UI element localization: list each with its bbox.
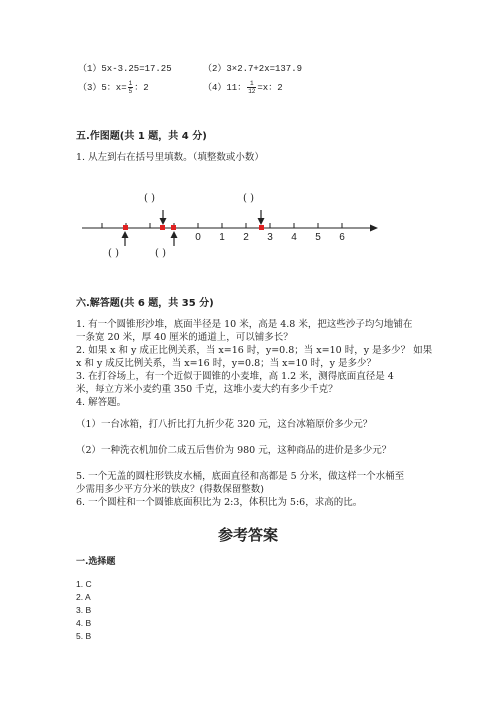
tick-marks xyxy=(102,223,342,228)
problem-5-line-1: 5. 一个无盖的圆柱形铁皮水桶，底面直径和高都是 5 分米，做这样一个水桶至 xyxy=(76,471,405,482)
equation-4-suffix: =x：2 xyxy=(257,83,283,93)
red-point-marker xyxy=(259,225,264,230)
equation-1: （1）5x-3.25=17.25 xyxy=(78,64,172,74)
answer-section-1-title: 一.选择题 xyxy=(76,557,116,567)
fraction-numerator: 1 xyxy=(247,80,256,88)
equation-4 xyxy=(203,80,283,95)
tick-label: 2 xyxy=(243,232,249,243)
tick-label: 0 xyxy=(195,232,201,243)
problem-4-part-1: （1）一台冰箱，打八折比打九折少花 320 元，这台冰箱原价多少元？ xyxy=(76,419,373,430)
equation-3-suffix: ：2 xyxy=(134,83,149,93)
problem-4-part-2: （2）一种洗衣机加价二成五后售价为 980 元，这种商品的进价是多少元？ xyxy=(76,445,392,456)
down-arrow-head-icon xyxy=(258,218,265,225)
problem-5-line-2: 少需用多少平方分米的铁皮？(得数保留整数) xyxy=(76,484,264,495)
up-arrow-head-icon xyxy=(122,231,129,238)
down-arrow-head-icon xyxy=(160,218,167,225)
up-arrow-head-icon xyxy=(171,231,178,238)
red-point-marker xyxy=(171,225,176,230)
fraction-numerator: 1 xyxy=(128,80,133,88)
equation-4-prefix: （4）11： xyxy=(203,83,247,93)
problem-1-line-1: 1. 有一个圆锥形沙堆，底面半径是 10 米，高是 4.8 米，把这些沙子均匀地铺在 xyxy=(76,319,413,330)
fraction xyxy=(247,80,256,95)
problem-3-line-2: 米，每立方米小麦约重 350 千克，这堆小麦大约有多少千克？ xyxy=(76,384,338,395)
problem-1-line-2: 一条宽 20 米，厚 40 厘米的通道上，可以铺多长？ xyxy=(76,332,293,343)
problem-4: 4. 解答题。 xyxy=(76,397,127,408)
answer-blank-top-1[interactable]: ( ) xyxy=(144,193,155,204)
number-line-figure xyxy=(80,185,380,265)
problem-6: 6. 一个圆柱和一个圆锥底面积比为 2:3，体积比为 5:6，求高的比。 xyxy=(76,497,363,508)
equation-3-prefix: （3）5：x= xyxy=(78,83,127,93)
answer-key-title: 参考答案 xyxy=(218,526,279,544)
problem-2-line-1: 2. 如果 x 和 y 成正比例关系，当 x=16 时，y=0.8；当 x=10 时，y 是多少？ 如果 xyxy=(76,345,433,356)
answer-blank-top-2[interactable]: ( ) xyxy=(243,193,254,204)
problem-2-line-2: x 和 y 成反比例关系，当 x=16 时，y=0.8；当 x=10 时，y 是多少？ xyxy=(76,358,376,369)
section-5-title: 五.作图题(共 1 题，共 4 分) xyxy=(76,131,207,142)
tick-label: 6 xyxy=(339,232,345,243)
answer-item: 4. B xyxy=(76,618,92,628)
answer-blank-bottom-2[interactable]: ( ) xyxy=(155,248,166,259)
fraction-denominator: 12 xyxy=(248,88,256,96)
equation-2: （2）3×2.7+2x=137.9 xyxy=(203,64,303,74)
tick-label: 3 xyxy=(267,232,273,243)
answer-item: 2. A xyxy=(76,592,91,602)
axis-arrow-icon xyxy=(370,225,378,232)
red-point-marker xyxy=(160,225,165,230)
tick-label: 4 xyxy=(291,232,297,243)
fraction-denominator: 5 xyxy=(128,88,133,96)
equation-3 xyxy=(78,80,149,95)
tick-label: 5 xyxy=(315,232,321,243)
answer-item: 5. B xyxy=(76,631,92,641)
section-5-question-1: 1. 从左到右在括号里填数。（填整数或小数） xyxy=(76,152,264,163)
fraction xyxy=(128,80,134,95)
number-line-svg xyxy=(80,185,380,265)
problem-3-line-1: 3. 在打谷场上，有一个近似于圆锥的小麦堆，高 1.2 米，测得底面直径是 4 xyxy=(76,371,394,382)
answer-blank-bottom-1[interactable]: ( ) xyxy=(108,248,119,259)
red-point-marker xyxy=(123,225,128,230)
answer-item: 3. B xyxy=(76,605,92,615)
section-6-title: 六.解答题(共 6 题，共 35 分) xyxy=(76,298,214,309)
tick-label: 1 xyxy=(219,232,225,243)
answer-item: 1. C xyxy=(76,579,92,589)
